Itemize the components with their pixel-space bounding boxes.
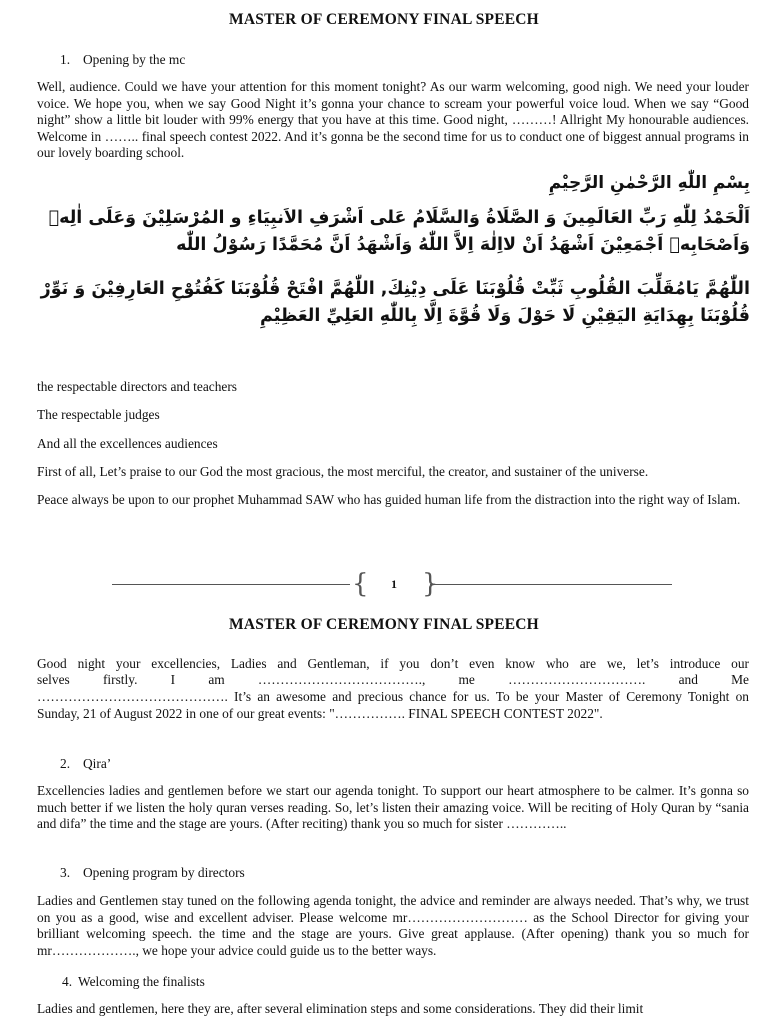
qira-paragraph: Excellencies ladies and gentlemen before we start our agenda tonight. To support our heart atmosphere to be calmer. It’s gonna so much better if we listen the holy quran verses reading. So, let’s listen their amazing voice. Will be reciting of Holy Quran by “sania and difa” the time and the stage are yours. (After reciting) thank you so much for sister ………….. <box>37 783 749 831</box>
arabic-basmala: بِسْمِ اللّٰهِ الرَّحْمٰنِ الرَّحِيْمِ <box>548 173 750 193</box>
intro-word: I <box>170 672 176 687</box>
section-label: Welcoming the finalists <box>78 974 205 989</box>
separator-rule-right <box>430 584 672 585</box>
intro-word: am <box>208 672 225 687</box>
peace-paragraph: Peace always be upon to our prophet Muhammad SAW who has guided human life from the distraction into the right way of Islam. <box>37 492 741 507</box>
intro-word: firstly. <box>102 672 138 687</box>
section-number: 1. <box>60 52 71 67</box>
page-title: MASTER OF CEREMONY FINAL SPEECH <box>229 11 539 28</box>
greeting-directors: the respectable directors and teachers <box>37 379 238 394</box>
intro-blank: ………………………………., <box>257 672 426 687</box>
section-label: Qira’ <box>83 756 112 771</box>
separator-rule-left <box>112 584 350 585</box>
intro-word: Me <box>731 672 749 687</box>
intro-line-2 <box>37 672 749 689</box>
praise-paragraph: First of all, Let’s praise to our God the most gracious, the most merciful, the creator, and sustainer of the universe. <box>37 464 649 479</box>
section-number: 2. <box>60 756 71 771</box>
intro-paragraph: ……………………………………. It’s an awesome and precious chance for us. To be your Master of Ceremony Tonight on Sunday, 21 of August 2022 in one of our great events: "……………. FINAL SPEECH CONTEST 2022". <box>37 689 749 721</box>
greeting-audiences: And all the excellences audiences <box>37 436 218 451</box>
arabic-hamdalah: اَلْحَمْدُ لِلّٰهِ رَبِّ العَالَمِينَ وَ الصَّلَاةُ وَالسَّلَامُ عَلى اَشْرَفِ الاَنبِيَاءِ و المُرْسَلِيْنَ وَعَلَى اٰلِهٖ وَاَصْحَابِهٖ اَجْمَعِيْنَ اَشْهَدُ اَنْ لااِلٰهَ اِلاَّ اللّٰهُ وَاَشْهَدُ اَنَّ مُحَمَّدًا رَسُوْلُ اللّٰه <box>48 208 750 255</box>
section-label: Opening program by directors <box>83 865 245 880</box>
section-label: Opening by the mc <box>83 52 186 67</box>
intro-word: selves <box>37 672 70 687</box>
left-brace-icon: { <box>352 569 369 599</box>
intro-blank: …………………………. <box>508 672 646 687</box>
right-brace-icon: } <box>422 569 439 599</box>
page-number: 1 <box>391 577 397 591</box>
finalists-paragraph: Ladies and gentlemen, here they are, after several elimination steps and some considerations. They did their limit <box>37 1001 644 1016</box>
directors-paragraph: Ladies and Gentlemen stay tuned on the following agenda tonight, the advice and reminder are always needed. That’s why, we trust on you as a good, wise and excellent adviser. Please welcome mr……………………… as the School Director for giving your brilliant welcoming speech. the time and the stage are yours. Give great applause. (After opening) thank you so much for mr………………., we hope your advice could guide us to the better ways. <box>37 893 749 958</box>
arabic-dua: اللّٰهُمَّ يَامُقَلِّبَ القُلُوبِ ثَبِّتْ قُلُوْبَنَا عَلَى دِيْنِكَ, اللّٰهُمَّ افْتَحْ قُلُوْبَنَا كَفُتُوْحِ العَارِفِيْنَ وَ نَوِّرْ قُلُوْبَنَا بِهِدَايَةِ اليَقِيْنِ لَا حَوْلَ وَلَا قُوَّةَ اِلَّا بِاللّٰهِ العَلِيِّ العَظِيْمِ <box>40 279 750 326</box>
intro-line-1: Good night your excellencies, Ladies and Gentleman, if you don’t even know who are we, let’s introduce our <box>37 656 749 671</box>
greeting-judges: The respectable judges <box>37 407 160 422</box>
section-heading-qira <box>60 756 111 773</box>
section-heading-finalists <box>62 974 205 991</box>
intro-word: and <box>678 672 698 687</box>
opening-paragraph: Well, audience. Could we have your attention for this moment tonight? As our warm welcoming, good nigh. We need your louder voice. We hope you, when we say Good Night it’s gonna your chance to scream your powerful voice loud. When we say “Good night” show a little bit louder with 99% energy that you have at this time. Good night, ………! Allright My honourable audiences. Welcome in …….. final speech contest 2022. And it’s gonna be the second time for us to conduct one of biggest annual programs in our lovely boarding school. <box>37 79 749 160</box>
section-number: 4. <box>62 974 73 989</box>
section-number: 3. <box>60 865 71 880</box>
section-heading-opening <box>60 52 185 69</box>
page-title-2: MASTER OF CEREMONY FINAL SPEECH <box>229 616 539 633</box>
section-heading-directors <box>60 865 245 882</box>
page-separator <box>112 569 672 599</box>
intro-word: me <box>458 672 475 687</box>
